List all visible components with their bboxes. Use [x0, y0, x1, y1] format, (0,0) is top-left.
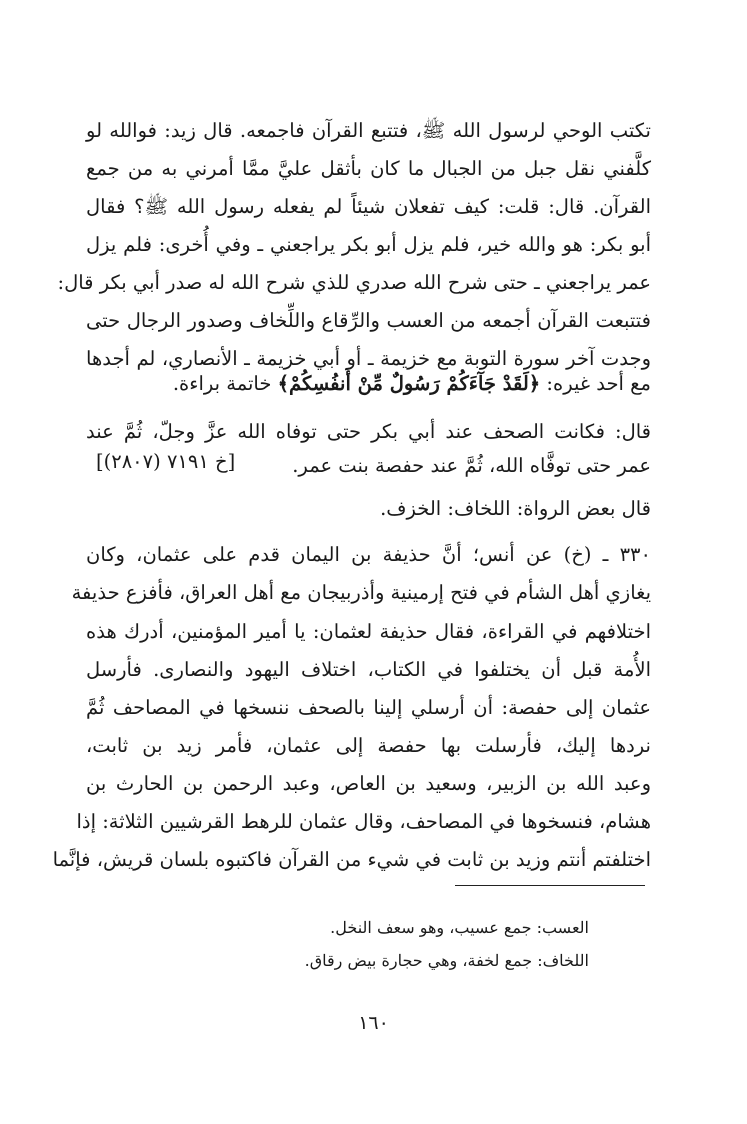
footnote: العسب: جمع عسيب، وهو سعف النخل. — [330, 918, 589, 937]
text-line: عمر يراجعني ـ حتى شرح الله صدري للذي شرح الله له صدر أبي بكر قال: — [57, 271, 651, 294]
text-line: وجدت آخر سورة التوبة مع خزيمة ـ أو أبي خزيمة ـ الأنصاري، لم أجدها — [86, 347, 651, 370]
footnote-separator — [455, 885, 645, 886]
text-line: وعبد الله بن الزبير، وسعيد بن العاص، وعبد الرحمن بن الحارث بن — [86, 772, 651, 795]
text-span: مع أحد غيره: — [540, 372, 651, 395]
text-line: هشام، فنسخوها في المصاحف، وقال عثمان للرهط القرشيين الثلاثة: إذا — [76, 810, 651, 833]
text-line: أبو بكر: هو والله خير، فلم يزل أبو بكر يراجعني ـ وفي أُخرى: فلم يزل — [86, 233, 651, 256]
text-line: اختلافهم في القراءة، فقال حذيفة لعثمان: يا أمير المؤمنين، أدرك هذه — [86, 620, 651, 643]
text-line: نردها إليك، فأرسلت بها حفصة إلى عثمان، فأمر زيد بن ثابت، — [86, 734, 651, 757]
narration-heading-line: ٣٣٠ ـ (خ) عن أنس؛ أنَّ حذيفة بن اليمان قدم على عثمان، وكان — [86, 543, 651, 566]
text-line: قال بعض الرواة: اللخاف: الخزف. — [380, 497, 651, 520]
text-line: الأُمة قبل أن يختلفوا في الكتاب، اختلاف اليهود والنصارى. فأرسل — [86, 658, 651, 681]
text-line: فتتبعت القرآن أجمعه من العسب والرِّقاع واللِّخاف وصدور الرجال حتى — [86, 309, 651, 332]
text-line: يغازي أهل الشأم في فتح إرمينية وأذربيجان مع أهل العراق، فأفزع حذيفة — [71, 581, 651, 604]
text-line: تكتب الوحي لرسول الله ﷺ، فتتبع القرآن فاجمعه. قال زيد: فوالله لو — [86, 119, 651, 142]
footnote: اللخاف: جمع لخفة، وهي حجارة بيض رقاق. — [304, 951, 589, 970]
text-line: القرآن. قال: قلت: كيف تفعلان شيئاً لم يفعله رسول الله ﷺ؟ فقال — [86, 195, 651, 218]
quran-verse: ﴿لَقَدْ جَآءَكُمْ رَسُولٌ مِّنْ أَنفُسِكُمْ﴾ — [277, 372, 541, 395]
text-line: قال: فكانت الصحف عند أبي بكر حتى توفاه الله عزَّ وجلّ، ثُمَّ عند — [86, 420, 651, 443]
text-line: كلَّفني نقل جبل من الجبال ما كان بأثقل عليَّ ممَّا أمرني به من جمع — [86, 157, 651, 180]
text-line: اختلفتم أنتم وزيد بن ثابت في شيء من القرآن فاكتبوه بلسان قريش، فإنَّما — [52, 848, 651, 871]
text-line-with-verse — [86, 369, 651, 399]
text-span: خاتمة براءة. — [172, 372, 278, 395]
page-number: ١٦٠ — [358, 1012, 389, 1034]
text-line: عثمان إلى حفصة: أن أرسلي إلينا بالصحف ننسخها في المصاحف ثُمَّ — [86, 696, 651, 719]
hadith-reference: [خ ٧١٩١ (٢٨٠٧)] — [96, 450, 236, 473]
text-line: عمر حتى توفَّاه الله، ثُمَّ عند حفصة بنت عمر. — [292, 454, 651, 477]
